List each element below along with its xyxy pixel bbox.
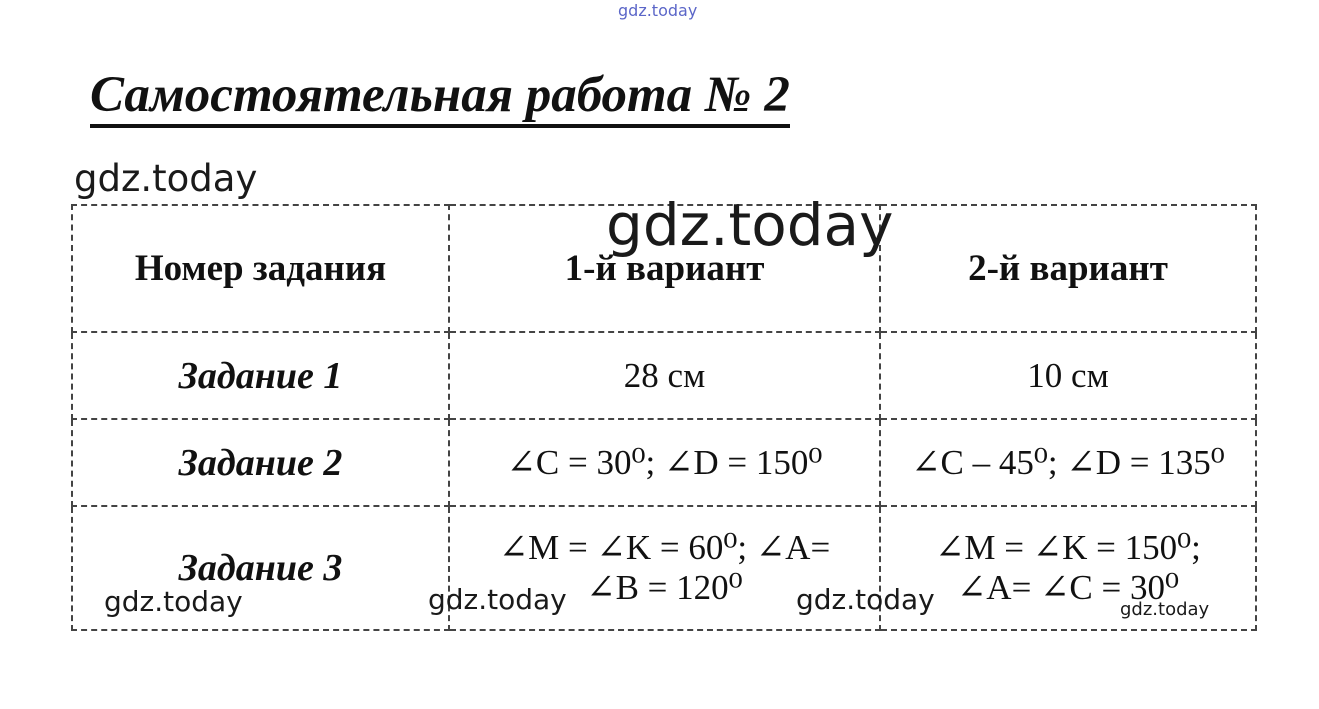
task-label: Задание 2 (72, 419, 449, 506)
answer-variant-1 (449, 332, 880, 419)
watermark-bottom-left: gdz.today (104, 585, 243, 618)
header-variant-1: 1-й вариант (449, 205, 880, 332)
answer-line: 10 см (1027, 355, 1109, 395)
answer-variant-1 (449, 419, 880, 506)
page-title: Самостоятельная работа № 2 (90, 66, 790, 128)
answer-line: ∠A= ∠C = 30⁰ (956, 568, 1180, 607)
table-row (72, 419, 1256, 506)
header-task-number: Номер задания (72, 205, 449, 332)
answer-line: ∠C – 45⁰; ∠D = 135⁰ (911, 442, 1225, 482)
answers-table (71, 204, 1257, 631)
header-variant-2: 2-й вариант (880, 205, 1256, 332)
watermark-bottom-right: gdz.today (796, 583, 935, 616)
answer-variant-2 (880, 419, 1256, 506)
answer-line: ∠B = 120⁰ (586, 568, 743, 607)
answer-line: ∠M = ∠K = 60⁰; ∠A= (498, 528, 831, 567)
answer-line: ∠C = 30⁰; ∠D = 150⁰ (506, 442, 823, 482)
answer-variant-2 (880, 332, 1256, 419)
watermark-small: gdz.today (1120, 599, 1210, 620)
watermark-large: gdz.today (606, 191, 894, 259)
watermark-bottom-middle: gdz.today (428, 583, 567, 616)
task-label: Задание 3 (72, 506, 449, 630)
task-label: Задание 1 (72, 332, 449, 419)
answer-line: 28 см (623, 355, 706, 395)
answer-line: ∠M = ∠K = 150⁰; (935, 528, 1201, 567)
table-row (72, 506, 1256, 630)
watermark-left: gdz.today (74, 157, 258, 200)
table-row (72, 332, 1256, 419)
watermark-top: gdz.today (618, 1, 698, 20)
